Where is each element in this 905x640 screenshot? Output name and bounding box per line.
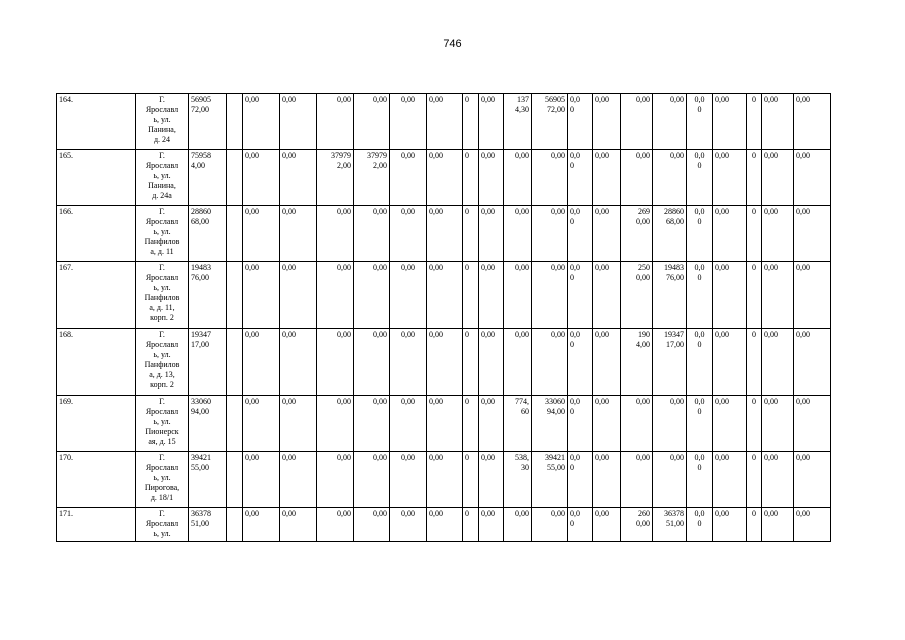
value-cell: 0,00 [280,206,317,262]
value-cell: 28860 68,00 [189,206,227,262]
value-cell: 0,00 [794,94,831,150]
value-cell: 0,0 0 [687,150,713,206]
value-cell [227,329,243,396]
value-cell: 0 [463,329,479,396]
value-cell: 33060 94,00 [532,396,568,452]
table-row [57,508,831,542]
value-cell: 0,00 [354,452,390,508]
value-cell: 0,00 [479,262,504,329]
value-cell: 0,00 [504,329,532,396]
address-cell: Г. Ярославл ь, ул. Панфилов а, д. 11 [136,206,189,262]
address-cell: Г. Ярославл ь, ул. Пирогова, д. 18/1 [136,452,189,508]
value-cell: 0,00 [713,452,747,508]
value-cell: 250 0,00 [621,262,653,329]
table-row [57,262,831,329]
value-cell: 0,00 [427,262,463,329]
value-cell [227,508,243,542]
value-cell: 0,00 [794,262,831,329]
value-cell: 75958 4,00 [189,150,227,206]
value-cell: 0,00 [504,206,532,262]
value-cell: 56905 72,00 [532,94,568,150]
value-cell: 37979 2,00 [354,150,390,206]
value-cell: 0,00 [317,206,354,262]
value-cell: 0,00 [243,94,280,150]
value-cell: 0,0 0 [687,508,713,542]
value-cell: 0,0 0 [687,206,713,262]
value-cell: 0,00 [621,396,653,452]
value-cell: 269 0,00 [621,206,653,262]
value-cell: 0,00 [794,329,831,396]
value-cell: 0,00 [713,262,747,329]
value-cell: 0,0 0 [687,94,713,150]
value-cell: 0,00 [532,508,568,542]
value-cell: 0,00 [593,206,621,262]
value-cell: 0 [463,452,479,508]
value-cell: 0,00 [427,452,463,508]
value-cell: 0,00 [762,206,794,262]
value-cell: 0,00 [532,150,568,206]
value-cell: 0,00 [479,508,504,542]
value-cell: 19347 17,00 [653,329,687,396]
value-cell: 19483 76,00 [653,262,687,329]
value-cell: 36378 51,00 [653,508,687,542]
value-cell: 19483 76,00 [189,262,227,329]
value-cell: 0,00 [479,396,504,452]
value-cell: 0,00 [280,150,317,206]
address-cell: Г. Ярославл ь, ул. Панина, д. 24 [136,94,189,150]
address-cell: Г. Ярославл ь, ул. Панфилов а, д. 11, корп. 2 [136,262,189,329]
value-cell: 774, 60 [504,396,532,452]
value-cell: 0,00 [621,452,653,508]
value-cell: 0,00 [354,396,390,452]
value-cell: 0 [747,508,762,542]
value-cell: 0,0 0 [687,396,713,452]
value-cell: 0 [747,396,762,452]
address-cell: Г. Ярославл ь, ул. Панина, д. 24а [136,150,189,206]
value-cell: 0 [747,329,762,396]
value-cell: 0,00 [390,150,427,206]
address-cell: Г. Ярославл ь, ул. [136,508,189,542]
value-cell: 0,00 [390,206,427,262]
value-cell: 0,00 [593,452,621,508]
value-cell: 137 4,30 [504,94,532,150]
value-cell [227,452,243,508]
value-cell: 0 [463,508,479,542]
value-cell: 19347 17,00 [189,329,227,396]
value-cell: 0,00 [354,206,390,262]
value-cell: 0,00 [479,150,504,206]
value-cell: 0,00 [390,94,427,150]
table-row [57,150,831,206]
value-cell: 0,00 [390,452,427,508]
row-number: 165. [57,150,136,206]
value-cell: 0,00 [713,396,747,452]
value-cell: 0 [463,396,479,452]
value-cell: 0,00 [593,262,621,329]
value-cell: 0,00 [243,396,280,452]
table-row [57,452,831,508]
value-cell: 0,00 [317,508,354,542]
value-cell: 0,00 [532,262,568,329]
value-cell: 0,00 [390,396,427,452]
value-cell [227,94,243,150]
value-cell: 0,00 [713,329,747,396]
table-row [57,94,831,150]
value-cell: 0,00 [713,150,747,206]
value-cell: 0,00 [280,94,317,150]
value-cell: 0,00 [762,329,794,396]
value-cell: 0,00 [243,452,280,508]
value-cell: 0,00 [280,262,317,329]
value-cell: 0,00 [762,508,794,542]
value-cell: 0,0 0 [687,329,713,396]
value-cell: 0,00 [653,452,687,508]
value-cell: 0,00 [354,508,390,542]
value-cell: 37979 2,00 [317,150,354,206]
value-cell: 0,00 [653,150,687,206]
row-number: 170. [57,452,136,508]
value-cell: 0,00 [280,508,317,542]
row-number: 167. [57,262,136,329]
value-cell: 538, 30 [504,452,532,508]
value-cell: 0,00 [504,150,532,206]
value-cell: 0,00 [593,94,621,150]
value-cell [227,150,243,206]
value-cell: 0,00 [479,94,504,150]
value-cell [227,396,243,452]
value-cell: 0,00 [713,508,747,542]
value-cell: 0,00 [354,262,390,329]
value-cell: 0,00 [280,452,317,508]
value-cell: 0 [463,262,479,329]
value-cell: 0 [463,150,479,206]
value-cell: 0,0 0 [568,396,593,452]
value-cell: 0,00 [621,150,653,206]
value-cell: 0,00 [532,329,568,396]
value-cell: 0,00 [390,329,427,396]
value-cell: 0,00 [794,206,831,262]
value-cell: 0,00 [593,508,621,542]
value-cell: 28860 68,00 [653,206,687,262]
value-cell: 0,00 [504,508,532,542]
row-number: 166. [57,206,136,262]
value-cell: 0,00 [427,508,463,542]
value-cell: 0,00 [479,206,504,262]
value-cell: 0,00 [713,94,747,150]
value-cell: 0 [747,150,762,206]
value-cell [227,206,243,262]
value-cell: 260 0,00 [621,508,653,542]
value-cell: 0,00 [354,94,390,150]
table-row [57,396,831,452]
value-cell: 0,00 [427,150,463,206]
value-cell: 0,00 [354,329,390,396]
value-cell: 0,00 [593,396,621,452]
value-cell: 0,00 [317,329,354,396]
value-cell: 0,00 [280,329,317,396]
value-cell: 0,00 [243,329,280,396]
value-cell: 39421 55,00 [189,452,227,508]
value-cell: 0,00 [504,262,532,329]
value-cell: 0,00 [794,508,831,542]
address-cell: Г. Ярославл ь, ул. Панфилов а, д. 13, корп. 2 [136,329,189,396]
value-cell: 0,00 [762,452,794,508]
value-cell: 0,00 [621,94,653,150]
value-cell: 0,00 [317,396,354,452]
value-cell: 0,00 [653,396,687,452]
value-cell: 0,00 [593,329,621,396]
value-cell: 0,00 [532,206,568,262]
value-cell: 0,00 [762,262,794,329]
value-cell: 0,0 0 [568,452,593,508]
value-cell: 0,00 [427,329,463,396]
row-number: 168. [57,329,136,396]
row-number: 169. [57,396,136,452]
value-cell: 0,00 [713,206,747,262]
data-table [56,93,831,542]
value-cell: 0,0 0 [568,150,593,206]
value-cell: 0,00 [243,262,280,329]
row-number: 164. [57,94,136,150]
value-cell: 0 [747,94,762,150]
value-cell: 0,00 [794,396,831,452]
value-cell: 0,00 [280,396,317,452]
value-cell: 0,00 [479,329,504,396]
value-cell: 0,00 [317,262,354,329]
value-cell: 0,00 [390,508,427,542]
value-cell: 0,00 [794,452,831,508]
value-cell: 0,00 [762,396,794,452]
value-cell: 36378 51,00 [189,508,227,542]
value-cell: 0,00 [317,94,354,150]
table-row [57,329,831,396]
value-cell: 0,0 0 [568,508,593,542]
value-cell: 56905 72,00 [189,94,227,150]
page-number: 746 [443,38,462,50]
value-cell: 0,00 [593,150,621,206]
value-cell: 0,00 [794,150,831,206]
address-cell: Г. Ярославл ь, ул. Пионерск ая, д. 15 [136,396,189,452]
value-cell: 0,0 0 [568,206,593,262]
value-cell: 0,00 [243,508,280,542]
value-cell: 0,00 [762,150,794,206]
value-cell: 0,00 [243,206,280,262]
value-cell: 0,0 0 [687,452,713,508]
value-cell: 0,0 0 [568,262,593,329]
value-cell: 0,00 [479,452,504,508]
value-cell [227,262,243,329]
value-cell: 33060 94,00 [189,396,227,452]
row-number: 171. [57,508,136,542]
value-cell: 190 4,00 [621,329,653,396]
value-cell: 0 [747,452,762,508]
value-cell: 0 [747,262,762,329]
value-cell: 0,00 [427,94,463,150]
value-cell: 0 [463,206,479,262]
value-cell: 0,00 [427,396,463,452]
value-cell: 0,00 [762,94,794,150]
value-cell: 0,0 0 [568,94,593,150]
value-cell: 0,0 0 [687,262,713,329]
value-cell: 0,00 [390,262,427,329]
table-row [57,206,831,262]
value-cell: 0 [747,206,762,262]
value-cell: 0,00 [243,150,280,206]
value-cell: 0,00 [427,206,463,262]
value-cell: 0,00 [317,452,354,508]
value-cell: 0,00 [653,94,687,150]
value-cell: 39421 55,00 [532,452,568,508]
value-cell: 0,0 0 [568,329,593,396]
value-cell: 0 [463,94,479,150]
